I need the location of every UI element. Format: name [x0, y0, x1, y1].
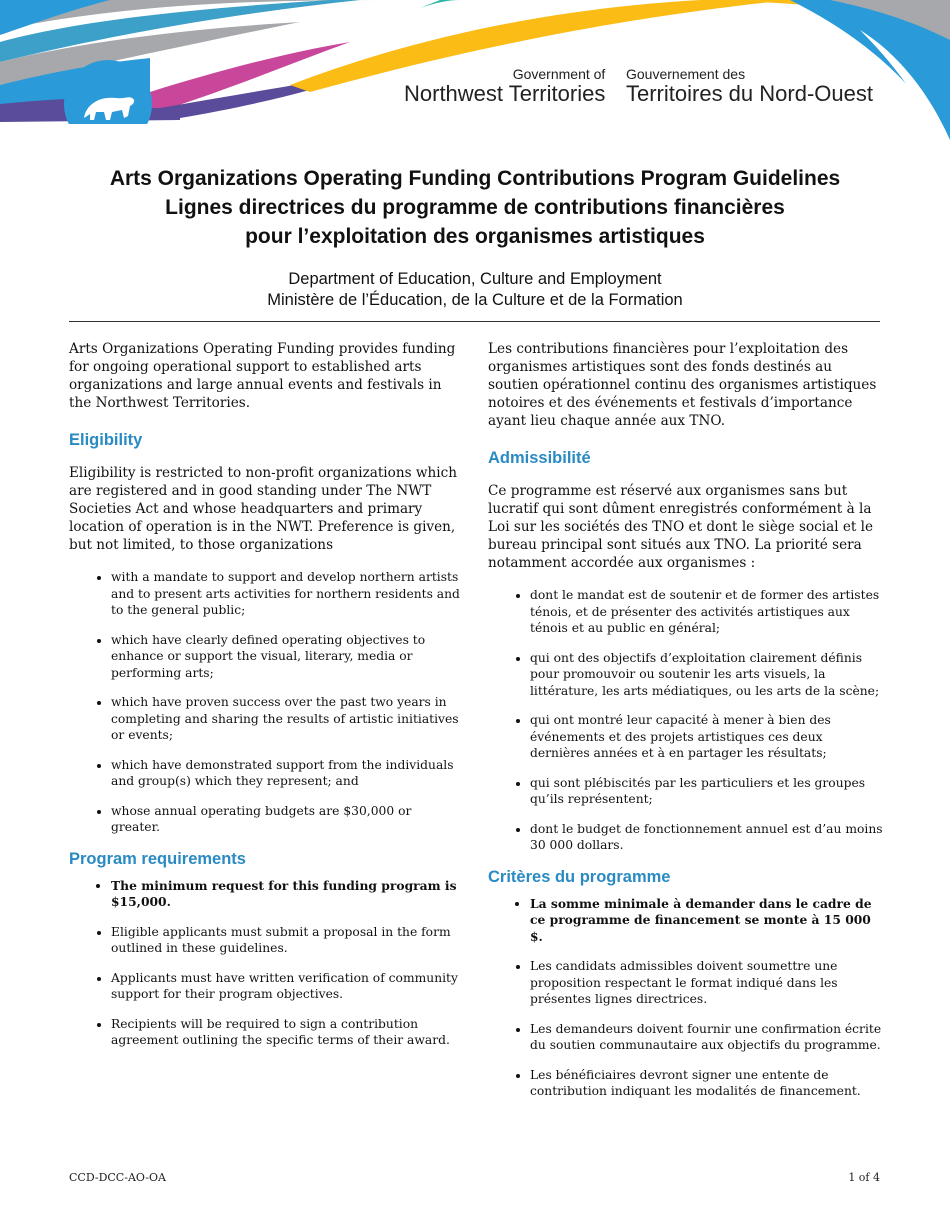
list-item: • qui ont montré leur capacité à mener à bien des événements et des projets artistiques ces deux dernières années et à en partager les résultats; — [530, 712, 883, 762]
eligibility-heading: Eligibility — [69, 431, 143, 449]
intro-paragraph: Arts Organizations Operating Funding provides funding for ongoing operational support to established arts organizations and large annual events and festivals in the Northwest Territories. — [69, 341, 456, 411]
list-item: • Recipients will be required to sign a contribution agreement outlining the specific terms of their award. — [111, 1016, 464, 1049]
page-number: 1 of 4 — [848, 1171, 880, 1184]
gov-en-line2: Northwest Territories — [404, 81, 606, 106]
requirements-list — [488, 896, 883, 1100]
intro-paragraph: Les contributions financières pour l’exploitation des organismes artistiques sont des fonds destinés au soutien opérationnel continu des organismes artistiques notoires et des événements et festivals d’importance ayant lieu chaque année aux TNO. — [488, 341, 877, 429]
eligibility-heading: Admissibilité — [488, 449, 591, 467]
requirements-heading: Critères du programme — [488, 867, 671, 886]
list-item: • Eligible applicants must submit a proposal in the form outlined in these guidelines. — [111, 924, 464, 957]
title-line-1: Arts Organizations Operating Funding Contributions Program Guidelines — [109, 167, 841, 190]
gov-fr-line1: Gouvernement des — [626, 66, 746, 82]
list-item: • which have demonstrated support from the individuals and group(s) which they represent; and — [111, 757, 464, 790]
gov-fr-wordmark — [626, 66, 873, 106]
english-column — [69, 340, 464, 1049]
header-divider — [69, 321, 880, 322]
list-item: • whose annual operating budgets are $30,000 or greater. — [111, 803, 464, 836]
document-title — [0, 164, 950, 251]
list-item: • Les bénéficiaires devront signer une entente de contribution indiquant les modalités de financement. — [530, 1067, 883, 1100]
eligibility-list — [69, 569, 464, 836]
eligibility-list — [488, 587, 883, 854]
list-item: • dont le mandat est de soutenir et de former des artistes ténois, et de présenter des activités artistiques aux ténois et au public en général; — [530, 587, 883, 637]
list-item: • qui ont des objectifs d’exploitation clairement définis pour promouvoir ou soutenir les arts visuels, la littérature, les arts médiatiques, ou les arts de la scène; — [530, 650, 883, 700]
title-line-3: pour l’exploitation des organismes artistiques — [245, 225, 705, 248]
list-item: • The minimum request for this funding program is $15,000. — [111, 878, 464, 911]
list-item: • dont le budget de fonctionnement annuel est d’au moins 30 000 dollars. — [530, 821, 883, 854]
gov-fr-line2: Territoires du Nord-Ouest — [626, 81, 873, 106]
requirements-list — [69, 878, 464, 1049]
department-name — [0, 269, 950, 311]
banner-teal-accent — [420, 0, 460, 8]
department-en: Department of Education, Culture and Employment — [288, 270, 662, 288]
list-item: • La somme minimale à demander dans le cadre de ce programme de financement se monte à 15 000 $. — [530, 896, 883, 946]
list-item: • Applicants must have written verification of community support for their program objectives. — [111, 970, 464, 1003]
logo-mask — [60, 124, 160, 140]
gov-en-wordmark — [404, 66, 605, 106]
list-item: • Les demandeurs doivent fournir une confirmation écrite du soutien communautaire aux objectifs du programme. — [530, 1021, 883, 1054]
list-item: • with a mandate to support and develop northern artists and to present arts activities for northern residents and to the general public; — [111, 569, 464, 619]
list-item: • which have clearly defined operating objectives to enhance or support the visual, literary, media or performing arts; — [111, 632, 464, 682]
list-item: • Les candidats admissibles doivent soumettre une proposition respectant le format indiqué dans les présentes lignes directrices. — [530, 958, 883, 1008]
title-line-2: Lignes directrices du programme de contributions financières — [165, 196, 785, 219]
eligibility-paragraph: Eligibility is restricted to non-profit organizations which are registered and in good standing under The NWT Societies Act and whose headquarters and primary location of operation is in the NWT. Preference is given, but not limited, to those organizations — [69, 465, 457, 553]
document-code: CCD-DCC-AO-OA — [69, 1171, 166, 1184]
eligibility-paragraph: Ce programme est réservé aux organismes sans but lucratif qui sont dûment enregistrés conformément à la Loi sur les sociétés des TNO et dont le siège social et le bureau principal sont situés aux TNO. La priorité sera notamment accordée aux organismes : — [488, 483, 874, 571]
department-fr: Ministère de l’Éducation, de la Culture et de la Formation — [267, 291, 683, 309]
french-column — [488, 340, 883, 1100]
list-item: • which have proven success over the past two years in completing and sharing the results of artistic initiatives or events; — [111, 694, 464, 744]
list-item: • qui sont plébiscités par les particuliers et les groupes qu’ils représentent; — [530, 775, 883, 808]
gov-en-line1: Government of — [512, 66, 606, 82]
requirements-heading: Program requirements — [69, 849, 246, 868]
